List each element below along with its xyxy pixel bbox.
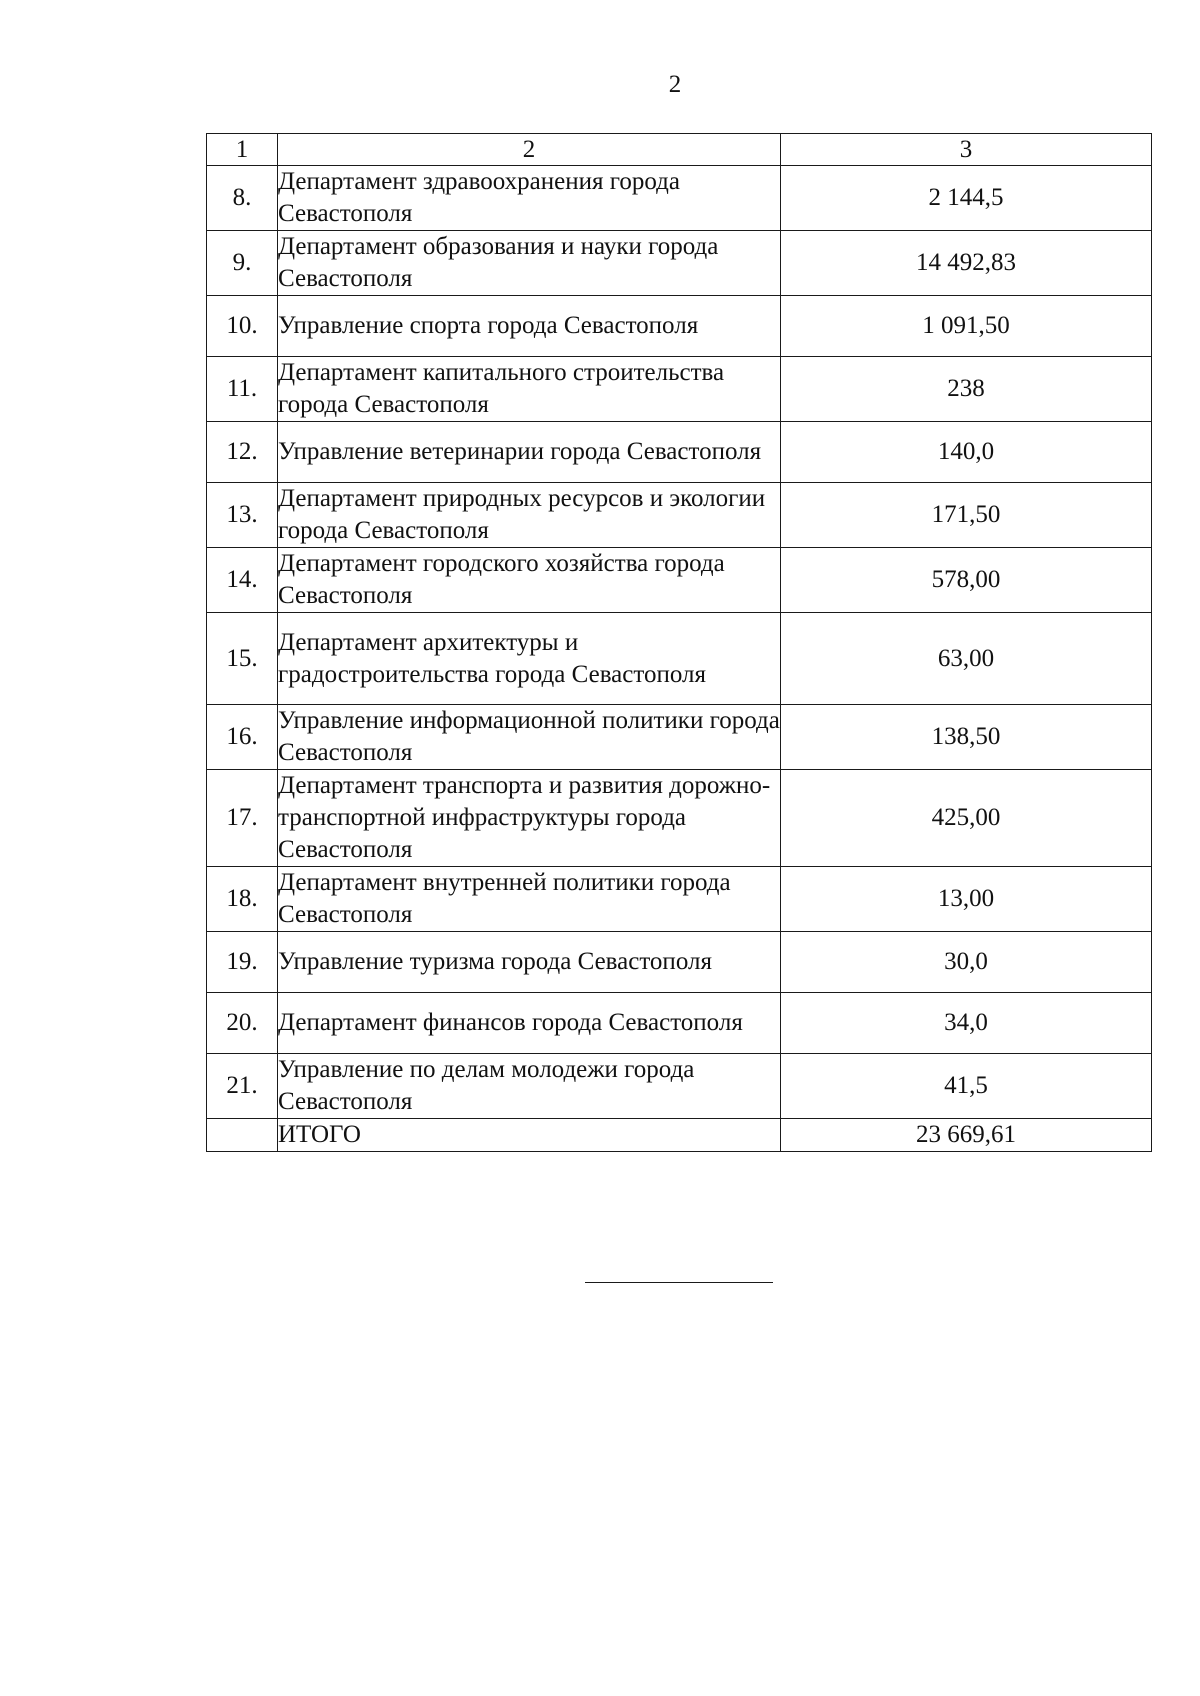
- row-number: 9.: [207, 231, 278, 296]
- amount-value: 63,00: [781, 613, 1152, 705]
- table-row: [207, 296, 1152, 357]
- total-label: ИТОГО: [278, 1119, 781, 1152]
- department-name: Управление информационной политики города Севастополя: [278, 705, 781, 770]
- row-number: 12.: [207, 422, 278, 483]
- row-number: 13.: [207, 483, 278, 548]
- row-number: 11.: [207, 357, 278, 422]
- table-row: [207, 705, 1152, 770]
- department-name: Департамент здравоохранения города Севастополя: [278, 166, 781, 231]
- department-name: Управление ветеринарии города Севастополя: [278, 422, 781, 483]
- header-row: [207, 134, 1152, 166]
- table-row: [207, 422, 1152, 483]
- amount-value: 34,0: [781, 993, 1152, 1054]
- amount-value: 578,00: [781, 548, 1152, 613]
- amount-value: 30,0: [781, 932, 1152, 993]
- amount-value: 2 144,5: [781, 166, 1152, 231]
- department-name: Департамент городского хозяйства города Севастополя: [278, 548, 781, 613]
- table-row: [207, 483, 1152, 548]
- row-number: 10.: [207, 296, 278, 357]
- department-name: Управление по делам молодежи города Севастополя: [278, 1054, 781, 1119]
- table-row: [207, 770, 1152, 867]
- amount-value: 41,5: [781, 1054, 1152, 1119]
- budget-table: [206, 133, 1152, 1152]
- department-name: Департамент транспорта и развития дорожно-транспортной инфраструктуры города Севастополя: [278, 770, 781, 867]
- row-number: 19.: [207, 932, 278, 993]
- table-row: [207, 231, 1152, 296]
- department-name: Департамент финансов города Севастополя: [278, 993, 781, 1054]
- amount-value: 138,50: [781, 705, 1152, 770]
- row-number: 21.: [207, 1054, 278, 1119]
- amount-value: 1 091,50: [781, 296, 1152, 357]
- table-row: [207, 166, 1152, 231]
- department-name: Департамент капитального строительства города Севастополя: [278, 357, 781, 422]
- amount-value: 14 492,83: [781, 231, 1152, 296]
- amount-value: 238: [781, 357, 1152, 422]
- row-number: 17.: [207, 770, 278, 867]
- row-number: 20.: [207, 993, 278, 1054]
- total-row: [207, 1119, 1152, 1152]
- amount-value: 140,0: [781, 422, 1152, 483]
- table-row: [207, 867, 1152, 932]
- row-number: 16.: [207, 705, 278, 770]
- department-name: Департамент архитектуры и градостроительства города Севастополя: [278, 613, 781, 705]
- closing-rule: [585, 1282, 773, 1283]
- table-row: [207, 1054, 1152, 1119]
- table-row: [207, 613, 1152, 705]
- header-cell-3: 3: [781, 134, 1152, 166]
- total-num-cell: [207, 1119, 278, 1152]
- table-row: [207, 548, 1152, 613]
- table-row: [207, 993, 1152, 1054]
- amount-value: 171,50: [781, 483, 1152, 548]
- row-number: 15.: [207, 613, 278, 705]
- department-name: Департамент внутренней политики города Севастополя: [278, 867, 781, 932]
- header-cell-2: 2: [278, 134, 781, 166]
- table-body: [207, 166, 1152, 1119]
- amount-value: 13,00: [781, 867, 1152, 932]
- department-name: Управление спорта города Севастополя: [278, 296, 781, 357]
- page-number: 2: [668, 71, 682, 98]
- department-name: Департамент образования и науки города Севастополя: [278, 231, 781, 296]
- amount-value: 425,00: [781, 770, 1152, 867]
- department-name: Департамент природных ресурсов и экологии города Севастополя: [278, 483, 781, 548]
- total-amount: 23 669,61: [781, 1119, 1152, 1152]
- department-name: Управление туризма города Севастополя: [278, 932, 781, 993]
- header-cell-1: 1: [207, 134, 278, 166]
- row-number: 14.: [207, 548, 278, 613]
- row-number: 18.: [207, 867, 278, 932]
- table-row: [207, 357, 1152, 422]
- row-number: 8.: [207, 166, 278, 231]
- table-row: [207, 932, 1152, 993]
